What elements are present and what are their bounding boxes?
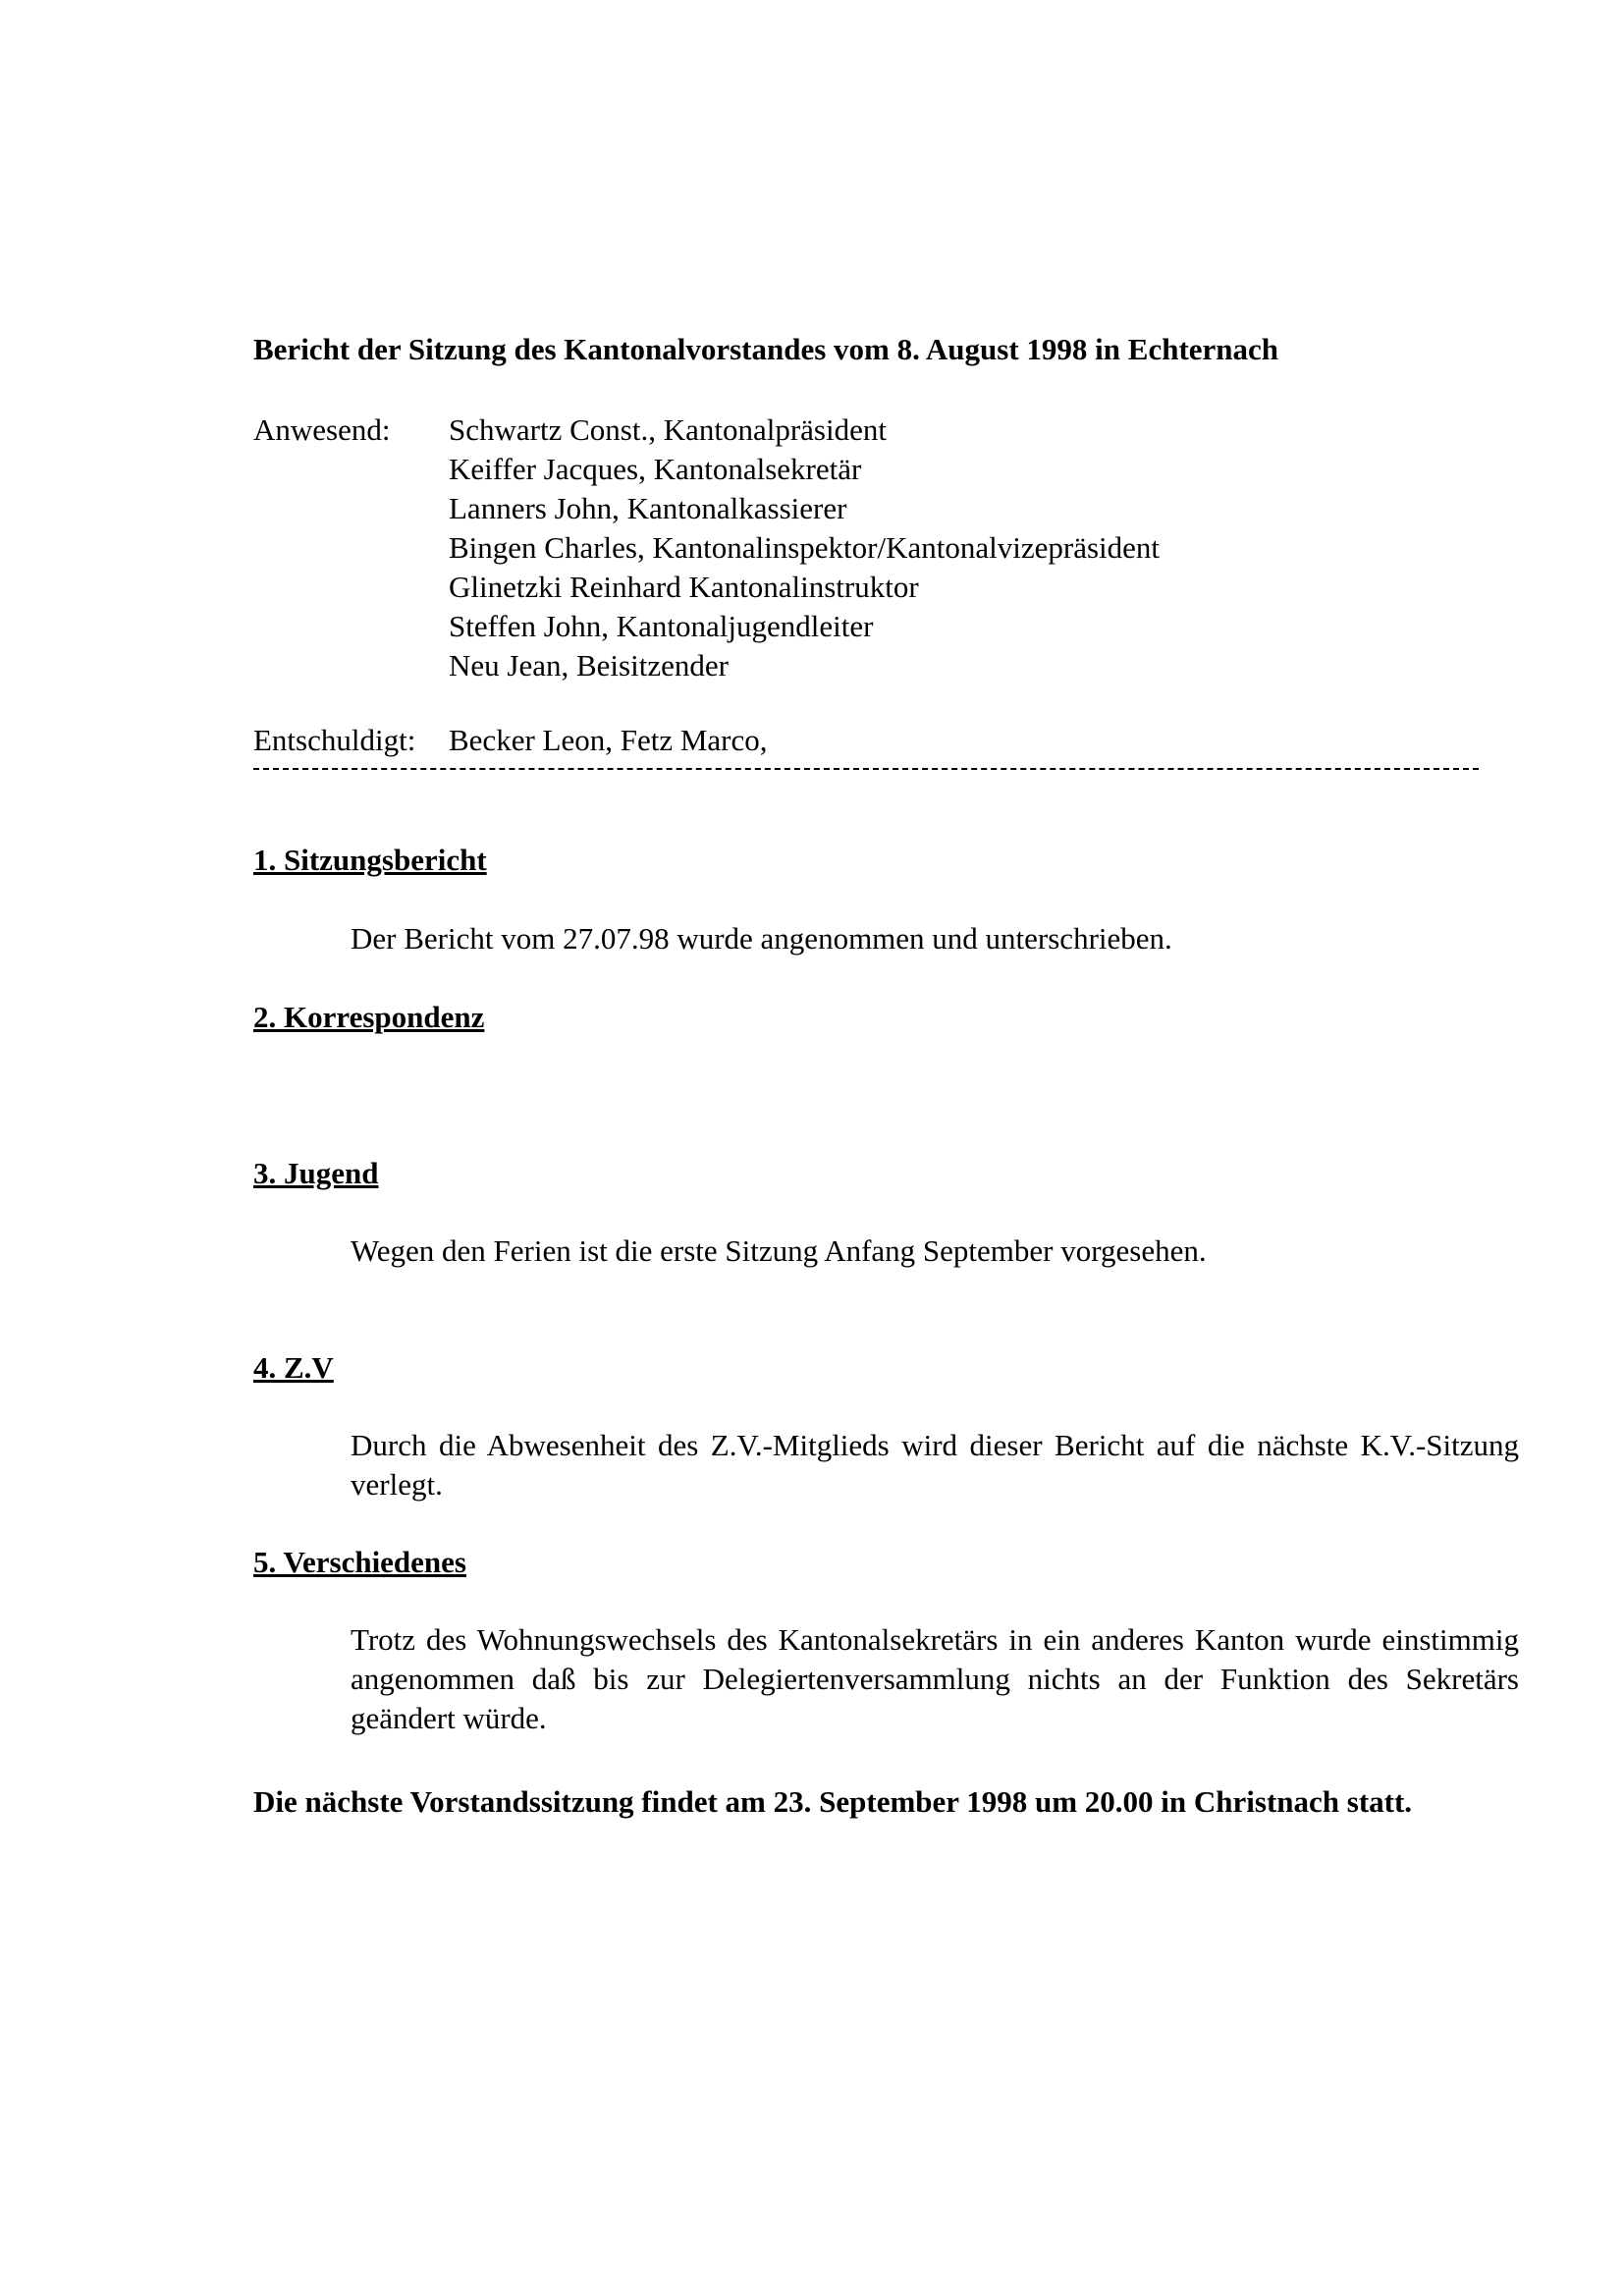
section-text-verschiedenes: Trotz des Wohnungswechsels des Kantonalsekretärs in ein anderes Kanton wurde einstimmig angenommen daß bis zur Delegiertenversammlung nichts an der Funktion des Sekretärs geändert würde. xyxy=(351,1622,1519,1735)
dashed-separator xyxy=(253,768,1479,770)
attendance-member: Lanners John, Kantonalkassierer xyxy=(449,491,847,525)
attendance-member: Schwartz Const., Kantonalpräsident xyxy=(449,412,887,447)
section-heading-verschiedenes: 5. Verschiedenes xyxy=(253,1545,466,1579)
document-title: Bericht der Sitzung des Kantonalvorstandes vom 8. August 1998 in Echternach xyxy=(253,332,1279,366)
section-heading-sitzungsbericht: 1. Sitzungsbericht xyxy=(253,843,487,877)
excused-block xyxy=(253,721,768,760)
closing-statement: Die nächste Vorstandssitzung findet am 23. September 1998 um 20.00 in Christnach statt. xyxy=(253,1784,1413,1819)
section-heading-jugend: 3. Jugend xyxy=(253,1156,379,1190)
attendance-member: Neu Jean, Beisitzender xyxy=(449,648,729,683)
attendance-label: Anwesend: xyxy=(253,412,391,447)
attendance-member: Keiffer Jacques, Kantonalsekretär xyxy=(449,452,862,486)
attendance-member: Glinetzki Reinhard Kantonalinstruktor xyxy=(449,570,919,604)
attendance-member: Bingen Charles, Kantonalinspektor/Kantonalvizepräsident xyxy=(449,530,1161,565)
section-text-jugend: Wegen den Ferien ist die erste Sitzung Anfang September vorgesehen. xyxy=(351,1233,1207,1268)
section-heading-zv: 4. Z.V xyxy=(253,1350,334,1385)
excused-names: Becker Leon, Fetz Marco, xyxy=(449,723,768,757)
attendance-member: Steffen John, Kantonaljugendleiter xyxy=(449,609,874,643)
section-text-zv: Durch die Abwesenheit des Z.V.-Mitglieds wird dieser Bericht auf die nächste K.V.-Sitzung verlegt. xyxy=(351,1428,1519,1502)
attendance-list xyxy=(449,410,1160,685)
excused-label: Entschuldigt: xyxy=(253,723,416,757)
section-text-sitzungsbericht: Der Bericht vom 27.07.98 wurde angenommen und unterschrieben. xyxy=(351,921,1172,956)
section-heading-korrespondenz: 2. Korrespondenz xyxy=(253,1000,485,1034)
